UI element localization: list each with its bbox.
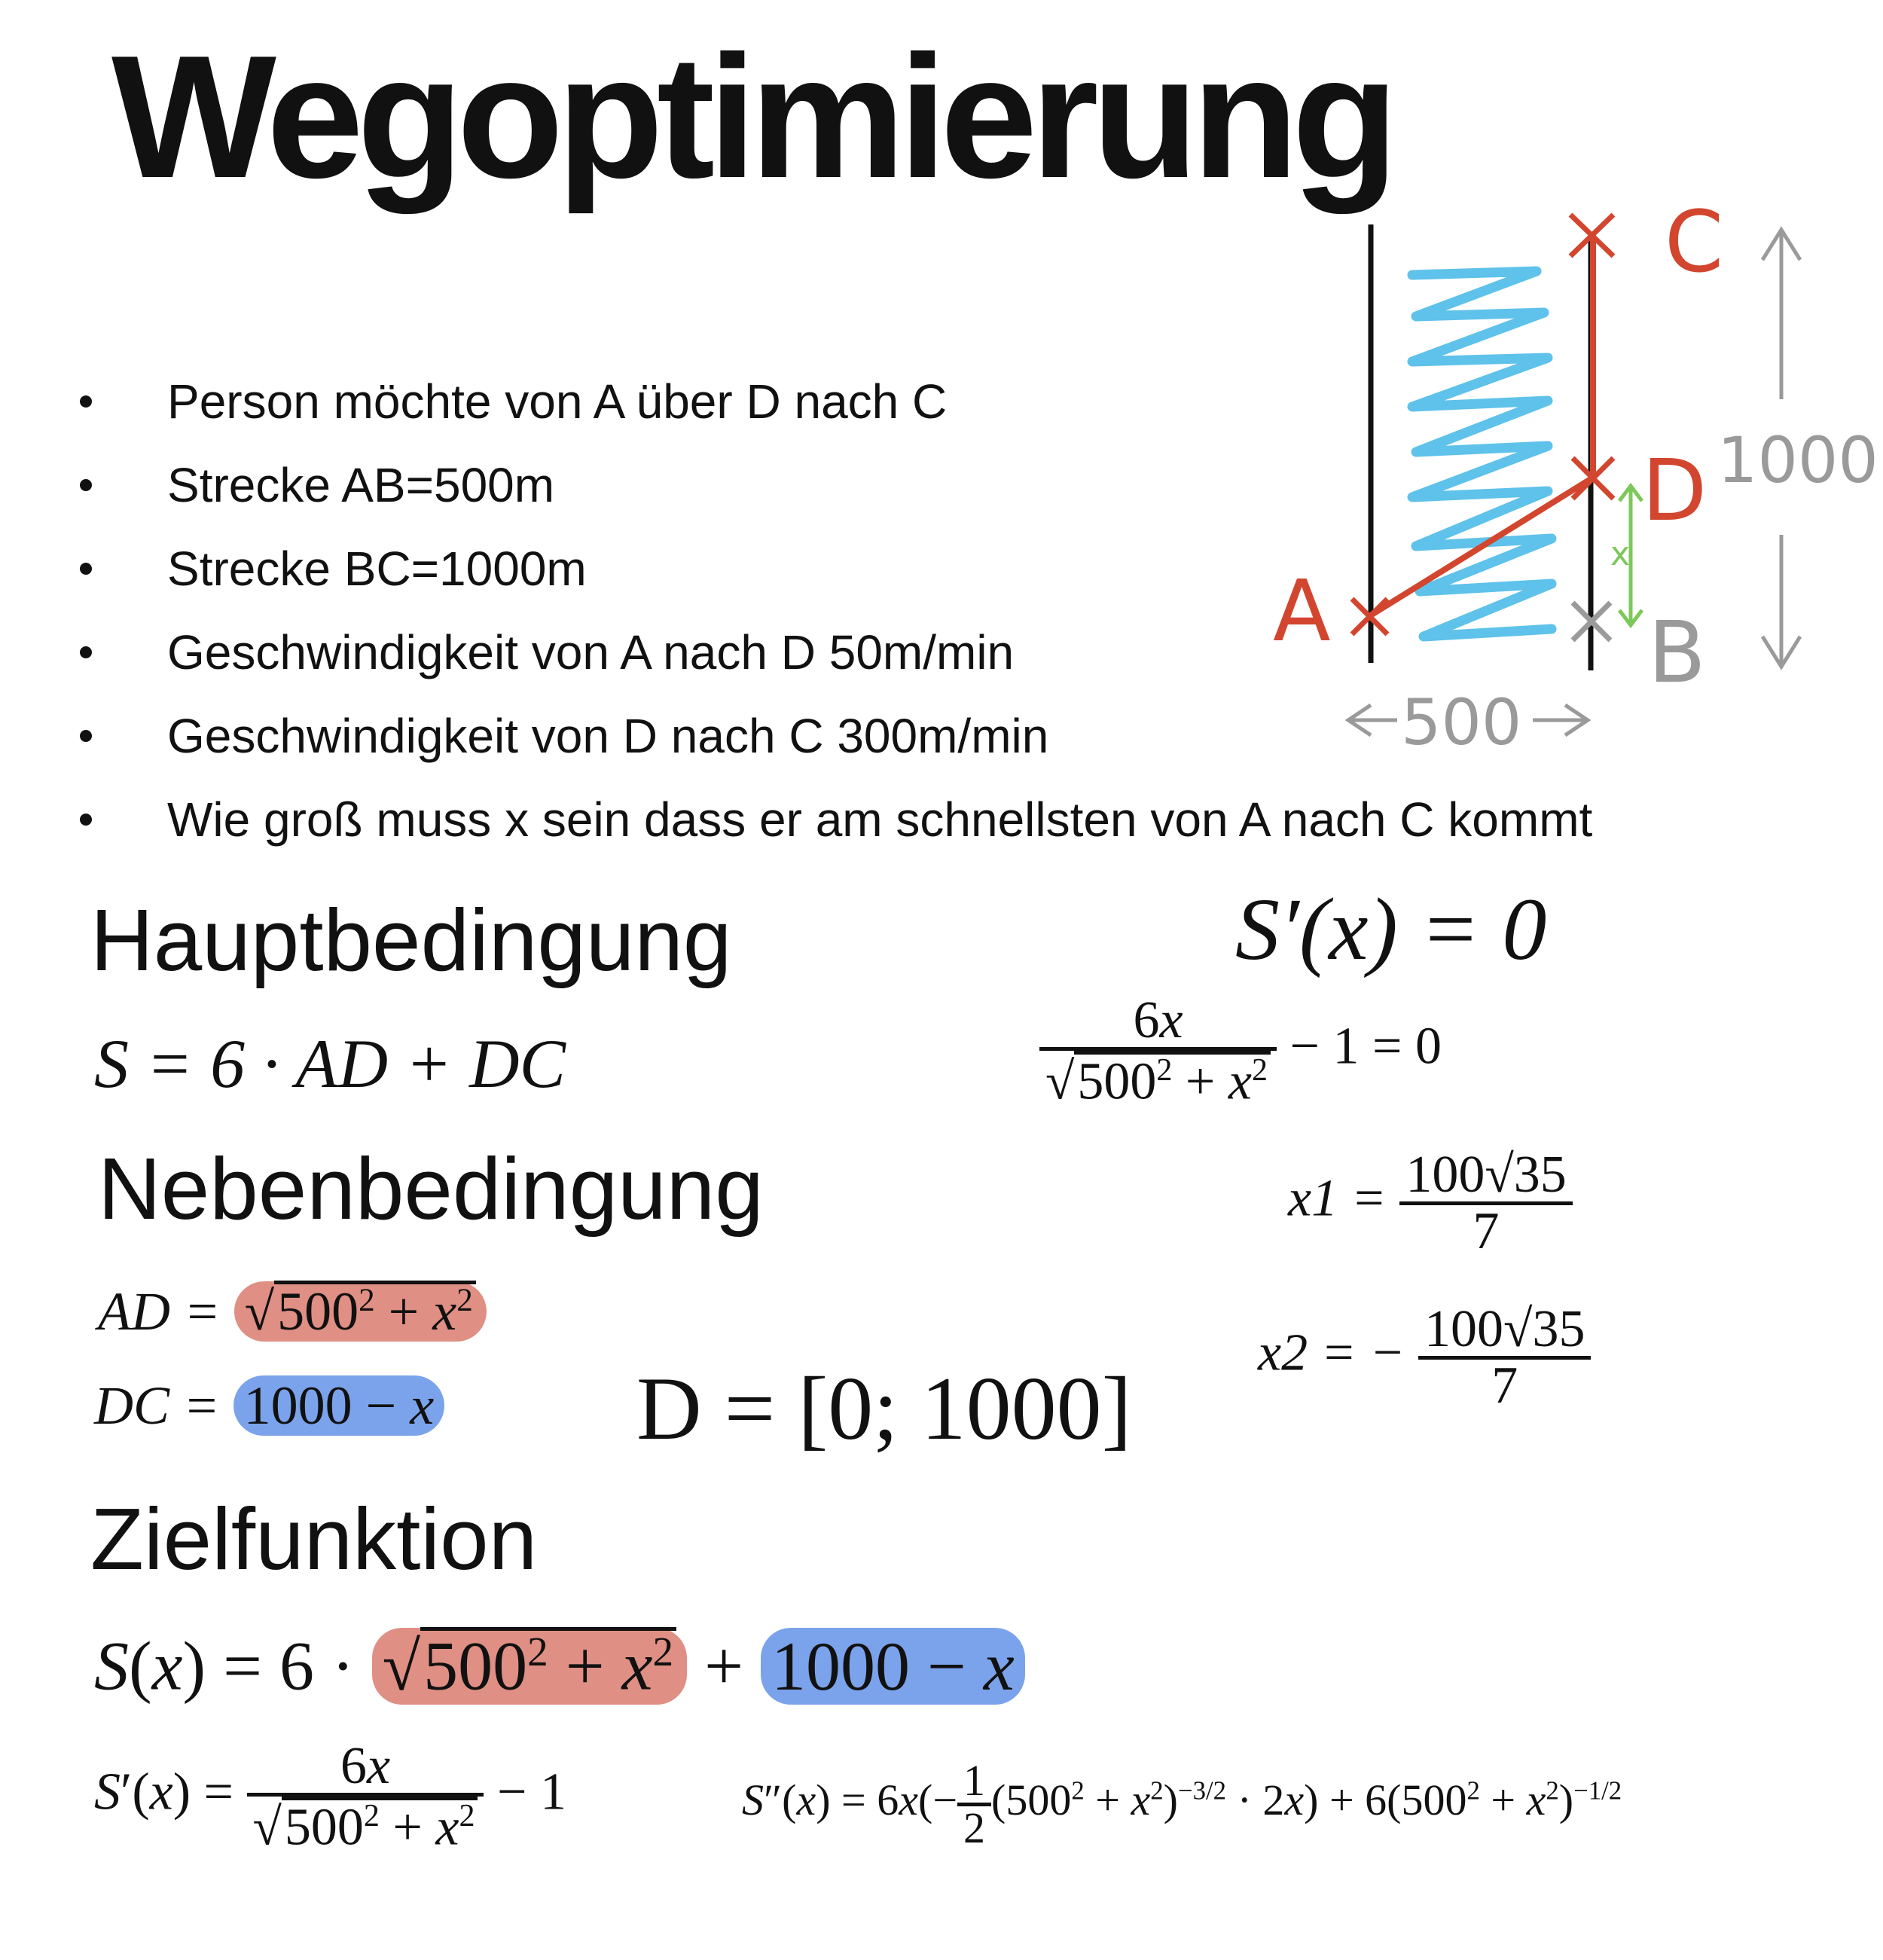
main-condition-formula: S = 6 · AD + DC [94,1025,566,1102]
x2-lhs: x2 = − [1258,1323,1405,1382]
dc-rhs-highlight: 1000 − x [233,1375,445,1436]
x1-fraction: $\frac{100√35}{7}$ [1399,1149,1572,1258]
objective-function: $S(x) = 6 \cdot √500^2 + x^2 + 1000 - x$ [94,1627,1025,1701]
domain-formula: D = [0; 1000] [636,1358,1132,1458]
derivative-equation [1039,991,1442,1111]
point-a-label: A [1273,563,1331,661]
heading-hauptbedingung: Hauptbedingung [90,891,732,989]
bullet-dot [80,563,92,575]
bullet-dot [80,730,92,742]
point-c-label: C [1665,203,1724,292]
heading-nebenbedingung: Nebenbedingung [98,1140,764,1238]
first-derivative-fraction: $\frac{6x}{√500^2 + x^2}$ [247,1740,484,1854]
bullet-dot [80,646,92,658]
first-derivative: S′(x) = $\frac{6x}{√500^2 + x^2}$ − 1 [94,1737,566,1857]
bullet-dot [80,814,92,826]
ad-formula [98,1281,487,1342]
point-b-label: B [1648,604,1706,702]
objective-root-highlight: $√500^2 + x^2$ [372,1628,687,1705]
dc-lhs: DC = [94,1375,220,1436]
x2-fraction: $\frac{100√35}{7}$ [1418,1303,1591,1412]
list-item: Geschwindigkeit von D nach C 300m/min [75,695,1592,778]
bullet-dot [80,479,92,491]
ad-lhs: AD = [98,1281,221,1342]
river-zigzag [1412,271,1552,637]
list-item: Person möchte von A über D nach C [75,360,1592,444]
list-item: Wie groß muss x sein dass er am schnellsten von A nach C kommt [75,778,1592,862]
point-d-label: D [1642,442,1708,540]
list-item: Strecke AB=500m [75,444,1592,527]
solution-x1 [1288,1146,1573,1260]
solution-x2 [1258,1300,1591,1415]
list-item: Geschwindigkeit von A nach D 50m/min [75,611,1592,695]
page-title: Wegoptimierung [111,20,1392,215]
ad-rhs-highlight: $√500^2 + x^2$ [234,1281,487,1342]
path-sketch [1250,203,1883,791]
objective-linear-highlight: 1000 − x [761,1628,1025,1705]
heading-zielfunktion: Zielfunktion [90,1490,538,1588]
derivative-zero-condition: S′(x) = 0 [1235,880,1547,978]
bullet-dot [80,395,92,408]
equation-tail: − 1 = 0 [1289,1017,1442,1076]
x-label: x [1610,535,1631,573]
dc-formula [94,1375,444,1436]
height-label: 1000 [1717,423,1878,497]
list-item: Strecke BC=1000m [75,527,1592,611]
second-derivative: S″(x) = 6x(− $\frac{1}{2}$ $(500^2 + x^2)^{-3/2} \cdot 2x) + 6(500^2 + x^2)^{-1/2}$ [742,1756,1622,1852]
minus-one: − 1 [496,1763,566,1821]
width-label: 500 [1401,685,1522,759]
derivative-equation-fraction: $\frac{6x}{√500^2 + x^2}$ [1039,994,1277,1108]
x1-lhs: x1 = [1288,1169,1387,1228]
